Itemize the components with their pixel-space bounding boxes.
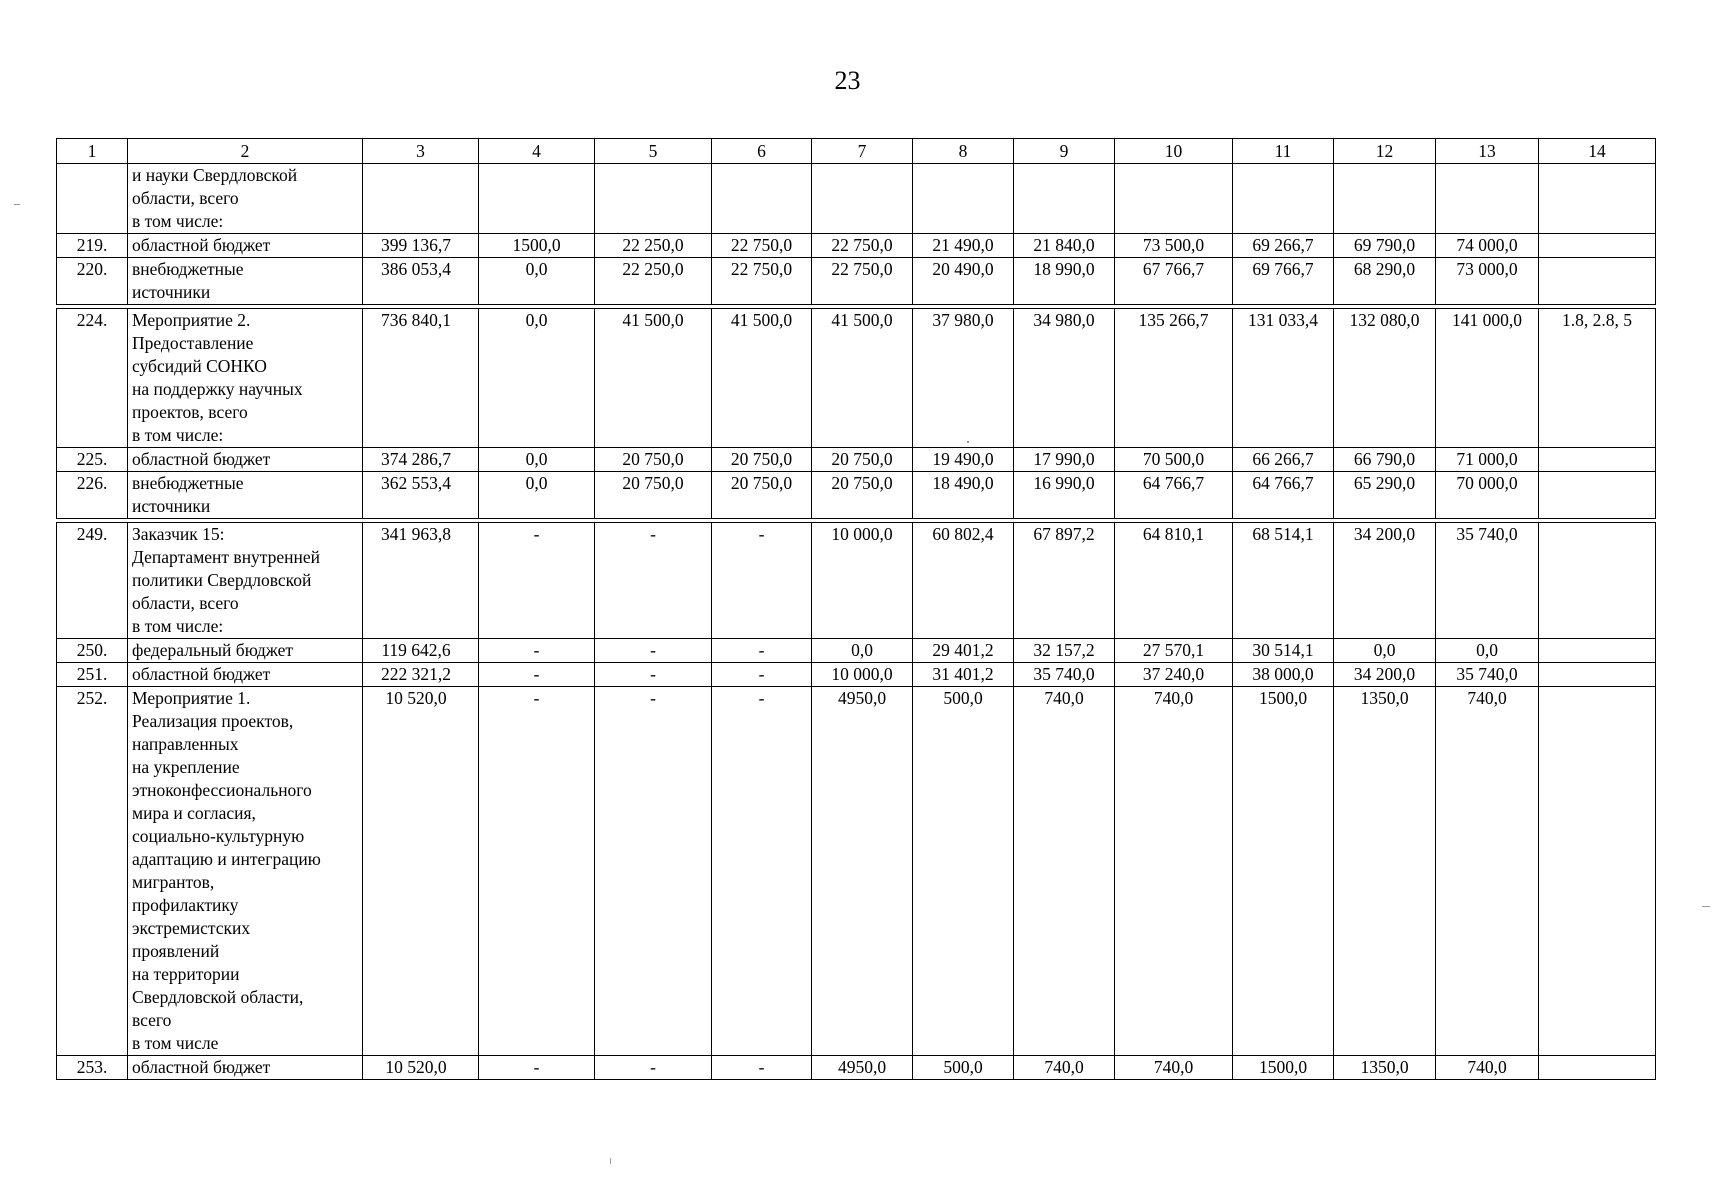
value-cell: 1500,0 [479,234,595,258]
col-header: 13 [1436,139,1539,164]
value-cell: 740,0 [1436,687,1539,1056]
value-cell: 1500,0 [1233,687,1334,1056]
col-header: 6 [712,139,812,164]
value-cell: 131 033,4 [1233,309,1334,448]
row-number: 252. [57,687,128,1056]
value-cell [1115,164,1233,234]
target-indicator-cell [1539,1056,1656,1080]
target-indicator-cell [1539,472,1656,519]
value-cell: 69 266,7 [1233,234,1334,258]
value-cell: 399 136,7 [363,234,479,258]
target-indicator-cell [1539,234,1656,258]
value-cell: 1350,0 [1334,1056,1436,1080]
value-cell: 30 514,1 [1233,639,1334,663]
value-cell: 4950,0 [812,687,913,1056]
column-number-header [57,139,1656,164]
value-cell: 500,0 [913,1056,1014,1080]
value-cell: 135 266,7 [1115,309,1233,448]
target-indicator-cell: 1.8, 2.8, 5 [1539,309,1656,448]
value-cell: 32 157,2 [1014,639,1115,663]
value-cell: 22 750,0 [712,234,812,258]
scan-speck [610,1158,611,1164]
value-cell: 740,0 [1014,1056,1115,1080]
value-cell: 10 520,0 [363,1056,479,1080]
value-cell: 20 490,0 [913,258,1014,305]
value-cell: 60 802,4 [913,523,1014,639]
value-cell [1233,164,1334,234]
value-cell: 740,0 [1014,687,1115,1056]
value-cell: 64 766,7 [1233,472,1334,519]
table-row [57,258,1656,305]
scan-speck [1702,906,1710,907]
value-cell: 141 000,0 [1436,309,1539,448]
target-indicator-cell [1539,448,1656,472]
col-header: 2 [128,139,363,164]
target-indicator-cell [1539,164,1656,234]
value-cell: 34 200,0 [1334,663,1436,687]
row-name: Мероприятие 2. Предоставление субсидий СОНКО на поддержку научных проектов, всего в том числе: [128,309,363,448]
value-cell: 29 401,2 [913,639,1014,663]
value-cell: 41 500,0 [712,309,812,448]
value-cell: 374 286,7 [363,448,479,472]
value-cell [1334,164,1436,234]
value-cell: 19 490,0 [913,448,1014,472]
value-cell: 37 980,0 [913,309,1014,448]
value-cell: 1350,0 [1334,687,1436,1056]
table-row [57,639,1656,663]
value-cell: - [479,1056,595,1080]
value-cell: 31 401,2 [913,663,1014,687]
table-row [57,523,1656,639]
scan-speck [14,204,20,205]
value-cell: - [479,663,595,687]
value-cell: 67 897,2 [1014,523,1115,639]
value-cell: 20 750,0 [595,448,712,472]
value-cell: 27 570,1 [1115,639,1233,663]
row-name: внебюджетные источники [128,472,363,519]
row-number: 225. [57,448,128,472]
col-header: 1 [57,139,128,164]
value-cell: 74 000,0 [1436,234,1539,258]
value-cell: 34 980,0 [1014,309,1115,448]
value-cell: 10 000,0 [812,663,913,687]
row-number: 226. [57,472,128,519]
value-cell: 38 000,0 [1233,663,1334,687]
col-header: 10 [1115,139,1233,164]
value-cell: 362 553,4 [363,472,479,519]
value-cell [812,164,913,234]
value-cell: 22 750,0 [812,234,913,258]
value-cell: 35 740,0 [1014,663,1115,687]
target-indicator-cell [1539,523,1656,639]
value-cell [479,164,595,234]
value-cell [1436,164,1539,234]
col-header: 7 [812,139,913,164]
value-cell: 386 053,4 [363,258,479,305]
table-row [57,164,1656,234]
row-name: внебюджетные источники [128,258,363,305]
value-cell: - [595,523,712,639]
value-cell: 68 290,0 [1334,258,1436,305]
col-header: 8 [913,139,1014,164]
page-number: 23 [834,66,861,95]
row-number: 250. [57,639,128,663]
row-number: 251. [57,663,128,687]
value-cell: 20 750,0 [712,448,812,472]
row-name: областной бюджет [128,448,363,472]
row-name: Заказчик 15: Департамент внутренней политики Свердловской области, всего в том числе: [128,523,363,639]
value-cell [712,164,812,234]
value-cell: 22 750,0 [712,258,812,305]
value-cell: - [712,1056,812,1080]
value-cell: 22 750,0 [812,258,913,305]
value-cell: 68 514,1 [1233,523,1334,639]
value-cell [363,164,479,234]
value-cell: 4950,0 [812,1056,913,1080]
value-cell: - [479,523,595,639]
value-cell: 740,0 [1115,687,1233,1056]
table-row [57,309,1656,448]
value-cell: 69 766,7 [1233,258,1334,305]
value-cell: 69 790,0 [1334,234,1436,258]
value-cell: 740,0 [1436,1056,1539,1080]
value-cell: - [479,639,595,663]
row-number [57,164,128,234]
value-cell: 66 266,7 [1233,448,1334,472]
value-cell: 22 250,0 [595,258,712,305]
value-cell: 0,0 [479,258,595,305]
value-cell [913,164,1014,234]
value-cell: 18 990,0 [1014,258,1115,305]
budget-table-body [57,139,1656,1080]
row-number: 224. [57,309,128,448]
table-row [57,687,1656,1056]
target-indicator-cell [1539,687,1656,1056]
value-cell: 0,0 [479,309,595,448]
value-cell: 21 490,0 [913,234,1014,258]
col-header: 4 [479,139,595,164]
col-header: 12 [1334,139,1436,164]
value-cell: 740,0 [1115,1056,1233,1080]
value-cell: 119 642,6 [363,639,479,663]
value-cell: 222 321,2 [363,663,479,687]
value-cell: 73 500,0 [1115,234,1233,258]
value-cell: 35 740,0 [1436,663,1539,687]
row-name: Мероприятие 1. Реализация проектов, направленных на укрепление этноконфессионального мира и согласия, социально-культурную адаптацию и интеграцию мигрантов, профилактику экстремистских проявлений на территории Свердловской области, всего в том числе [128,687,363,1056]
value-cell: - [595,663,712,687]
row-number: 220. [57,258,128,305]
target-indicator-cell [1539,663,1656,687]
row-name: и науки Свердловской области, всего в том числе: [128,164,363,234]
value-cell: 0,0 [1436,639,1539,663]
target-indicator-cell [1539,258,1656,305]
row-number: 253. [57,1056,128,1080]
value-cell: 0,0 [1334,639,1436,663]
table-row [57,663,1656,687]
value-cell: 20 750,0 [812,448,913,472]
row-name: областной бюджет [128,663,363,687]
value-cell: 736 840,1 [363,309,479,448]
value-cell: - [479,687,595,1056]
value-cell: 34 200,0 [1334,523,1436,639]
col-header: 14 [1539,139,1656,164]
value-cell: - [712,523,812,639]
value-cell: 64 810,1 [1115,523,1233,639]
value-cell: 73 000,0 [1436,258,1539,305]
value-cell: - [595,639,712,663]
value-cell: 65 290,0 [1334,472,1436,519]
value-cell: 67 766,7 [1115,258,1233,305]
scan-speck [967,441,969,443]
value-cell: - [595,1056,712,1080]
table-row [57,448,1656,472]
value-cell: 20 750,0 [812,472,913,519]
value-cell: 41 500,0 [812,309,913,448]
value-cell: 16 990,0 [1014,472,1115,519]
value-cell: 70 500,0 [1115,448,1233,472]
value-cell: 132 080,0 [1334,309,1436,448]
value-cell: 1500,0 [1233,1056,1334,1080]
value-cell: 22 250,0 [595,234,712,258]
table-row [57,472,1656,519]
value-cell: - [712,663,812,687]
col-header: 9 [1014,139,1115,164]
value-cell: - [712,639,812,663]
target-indicator-cell [1539,639,1656,663]
value-cell: 71 000,0 [1436,448,1539,472]
value-cell: - [712,687,812,1056]
value-cell: 37 240,0 [1115,663,1233,687]
value-cell: 18 490,0 [913,472,1014,519]
value-cell: 35 740,0 [1436,523,1539,639]
value-cell: 0,0 [479,472,595,519]
row-name: областной бюджет [128,234,363,258]
value-cell: 0,0 [812,639,913,663]
budget-table-wrapper [56,138,1656,1080]
value-cell: - [595,687,712,1056]
value-cell [1014,164,1115,234]
value-cell [595,164,712,234]
value-cell: 10 000,0 [812,523,913,639]
value-cell: 17 990,0 [1014,448,1115,472]
row-name: областной бюджет [128,1056,363,1080]
row-name: федеральный бюджет [128,639,363,663]
col-header: 3 [363,139,479,164]
value-cell: 341 963,8 [363,523,479,639]
value-cell: 66 790,0 [1334,448,1436,472]
value-cell: 20 750,0 [712,472,812,519]
value-cell: 64 766,7 [1115,472,1233,519]
col-header: 11 [1233,139,1334,164]
budget-table [56,138,1656,1080]
table-row [57,234,1656,258]
row-number: 219. [57,234,128,258]
value-cell: 20 750,0 [595,472,712,519]
value-cell: 70 000,0 [1436,472,1539,519]
value-cell: 10 520,0 [363,687,479,1056]
value-cell: 500,0 [913,687,1014,1056]
table-row [57,1056,1656,1080]
value-cell: 21 840,0 [1014,234,1115,258]
row-number: 249. [57,523,128,639]
value-cell: 0,0 [479,448,595,472]
col-header: 5 [595,139,712,164]
value-cell: 41 500,0 [595,309,712,448]
